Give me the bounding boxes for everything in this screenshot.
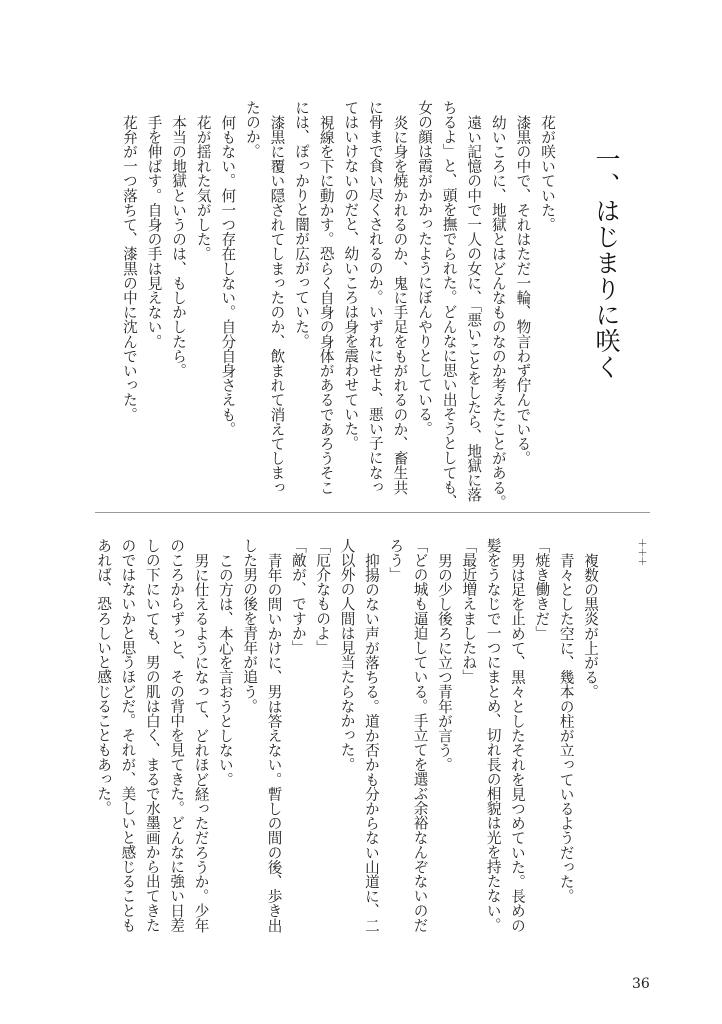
text-line: のではないかと思うほどだ。それが、美しいと感じることも [119,538,137,933]
text-line: 花が咲いていた。 [539,114,556,232]
text-line: 花弁が一つ落ちて、漆黒の中に沈んでいった。 [120,114,138,422]
text-line: 青年の問いかけに、男は答えない。暫しの間の後、歩き出 [265,552,283,933]
page-number: 36 [632,976,650,992]
text-line: のころからずっと、その背中を見てきた。どんなに強い日差 [168,538,186,933]
text-line: 手を伸ばす。自身の手は見えない。 [145,114,163,349]
text-line: 男は足を止めて、黒々としたそれを見つめていた。長めの [508,552,526,933]
text-line: この方は、本心を言おうとしない。 [216,552,234,787]
text-line: 本当の地獄というのは、もしかしたら。 [170,114,188,378]
text-line: たのか。 [243,100,261,159]
text-line: 「最近増えましたね」 [460,538,478,684]
section-2-text [91,538,602,938]
text-line: 漆黒の中で、それはただ一輪、物言わず佇んでいる。 [514,114,532,465]
chapter-title: 一、はじまりに咲く [592,146,621,380]
text-line: 花が揺れた気がした。 [194,114,212,261]
section-divider [95,512,650,513]
text-line: 抑揚のない声が落ちる。道か否かも分からない山道に、二 [362,552,380,933]
text-line: 幼いころに、地獄とはどんなものなのか考えたことがある。 [489,114,507,509]
text-line: 青々とした空に、幾本の柱が立っているようだった。 [557,552,575,903]
text-line: 遠い記憶の中で一人の女に、「悪いことをしたら、地獄に落 [465,114,483,502]
text-line: 漆黒に覆い隠されてしまったのか、飲まれて消えてしまっ [268,114,286,495]
text-line: ちるよ」と、頭を撫でられた。どんなに思い出そうとしても、 [440,100,458,509]
text-line: 炎に身を焼かれるのか、鬼に手足をもがれるのか、畜生共 [391,114,409,495]
text-line: 「敵が、ですか」 [289,538,307,655]
text-line: 「どの城も逼迫している。手立てを選ぶ余裕なんぞないのだ [411,538,429,933]
text-line: 「焼き働きだ」 [533,538,551,641]
text-line: 複数の黒炎が上がる。 [582,552,599,699]
text-line: 人以外の人間は見当たらなかった。 [338,538,356,772]
text-line: には、ぽっかりと闇が広がっていた。 [293,100,311,349]
text-line: 男に仕えるようになって、どれほど経っただろうか。少年 [192,552,210,933]
text-line: 「厄介なものよ」 [314,538,332,655]
text-line: しの下にいても、男の肌は白く、まるで水墨画から出てきた [143,538,161,933]
text-line: てはいけないのだと、幼いころは身を震わせていた。 [342,100,360,451]
text-line: に骨まで食い尽くされるのか。いずれにせよ、悪い子になっ [366,100,384,495]
text-line: 髪をうなじで一つにまとめ、切れ長の相貌は光を持たない。 [484,538,502,933]
text-line: ろう」 [387,538,405,582]
text-line: 何もない。何一つ存在しない。自分自身さえも。 [219,114,237,436]
scene-break-mark: ＋＋＋ [635,538,646,565]
text-line: 男の少し後ろに立つ青年が言う。 [435,552,453,772]
text-line: した男の後を青年が追う。 [241,538,259,714]
text-line: 女の顔は霞がかかったようにぼんやりとしている。 [416,100,434,436]
text-line: あれば、恐ろしいと感じることもあった。 [95,538,113,816]
text-line: 視線を下に動かす。恐らく自身の身体があるであろうそこ [317,114,335,495]
section-1-text [116,100,559,509]
